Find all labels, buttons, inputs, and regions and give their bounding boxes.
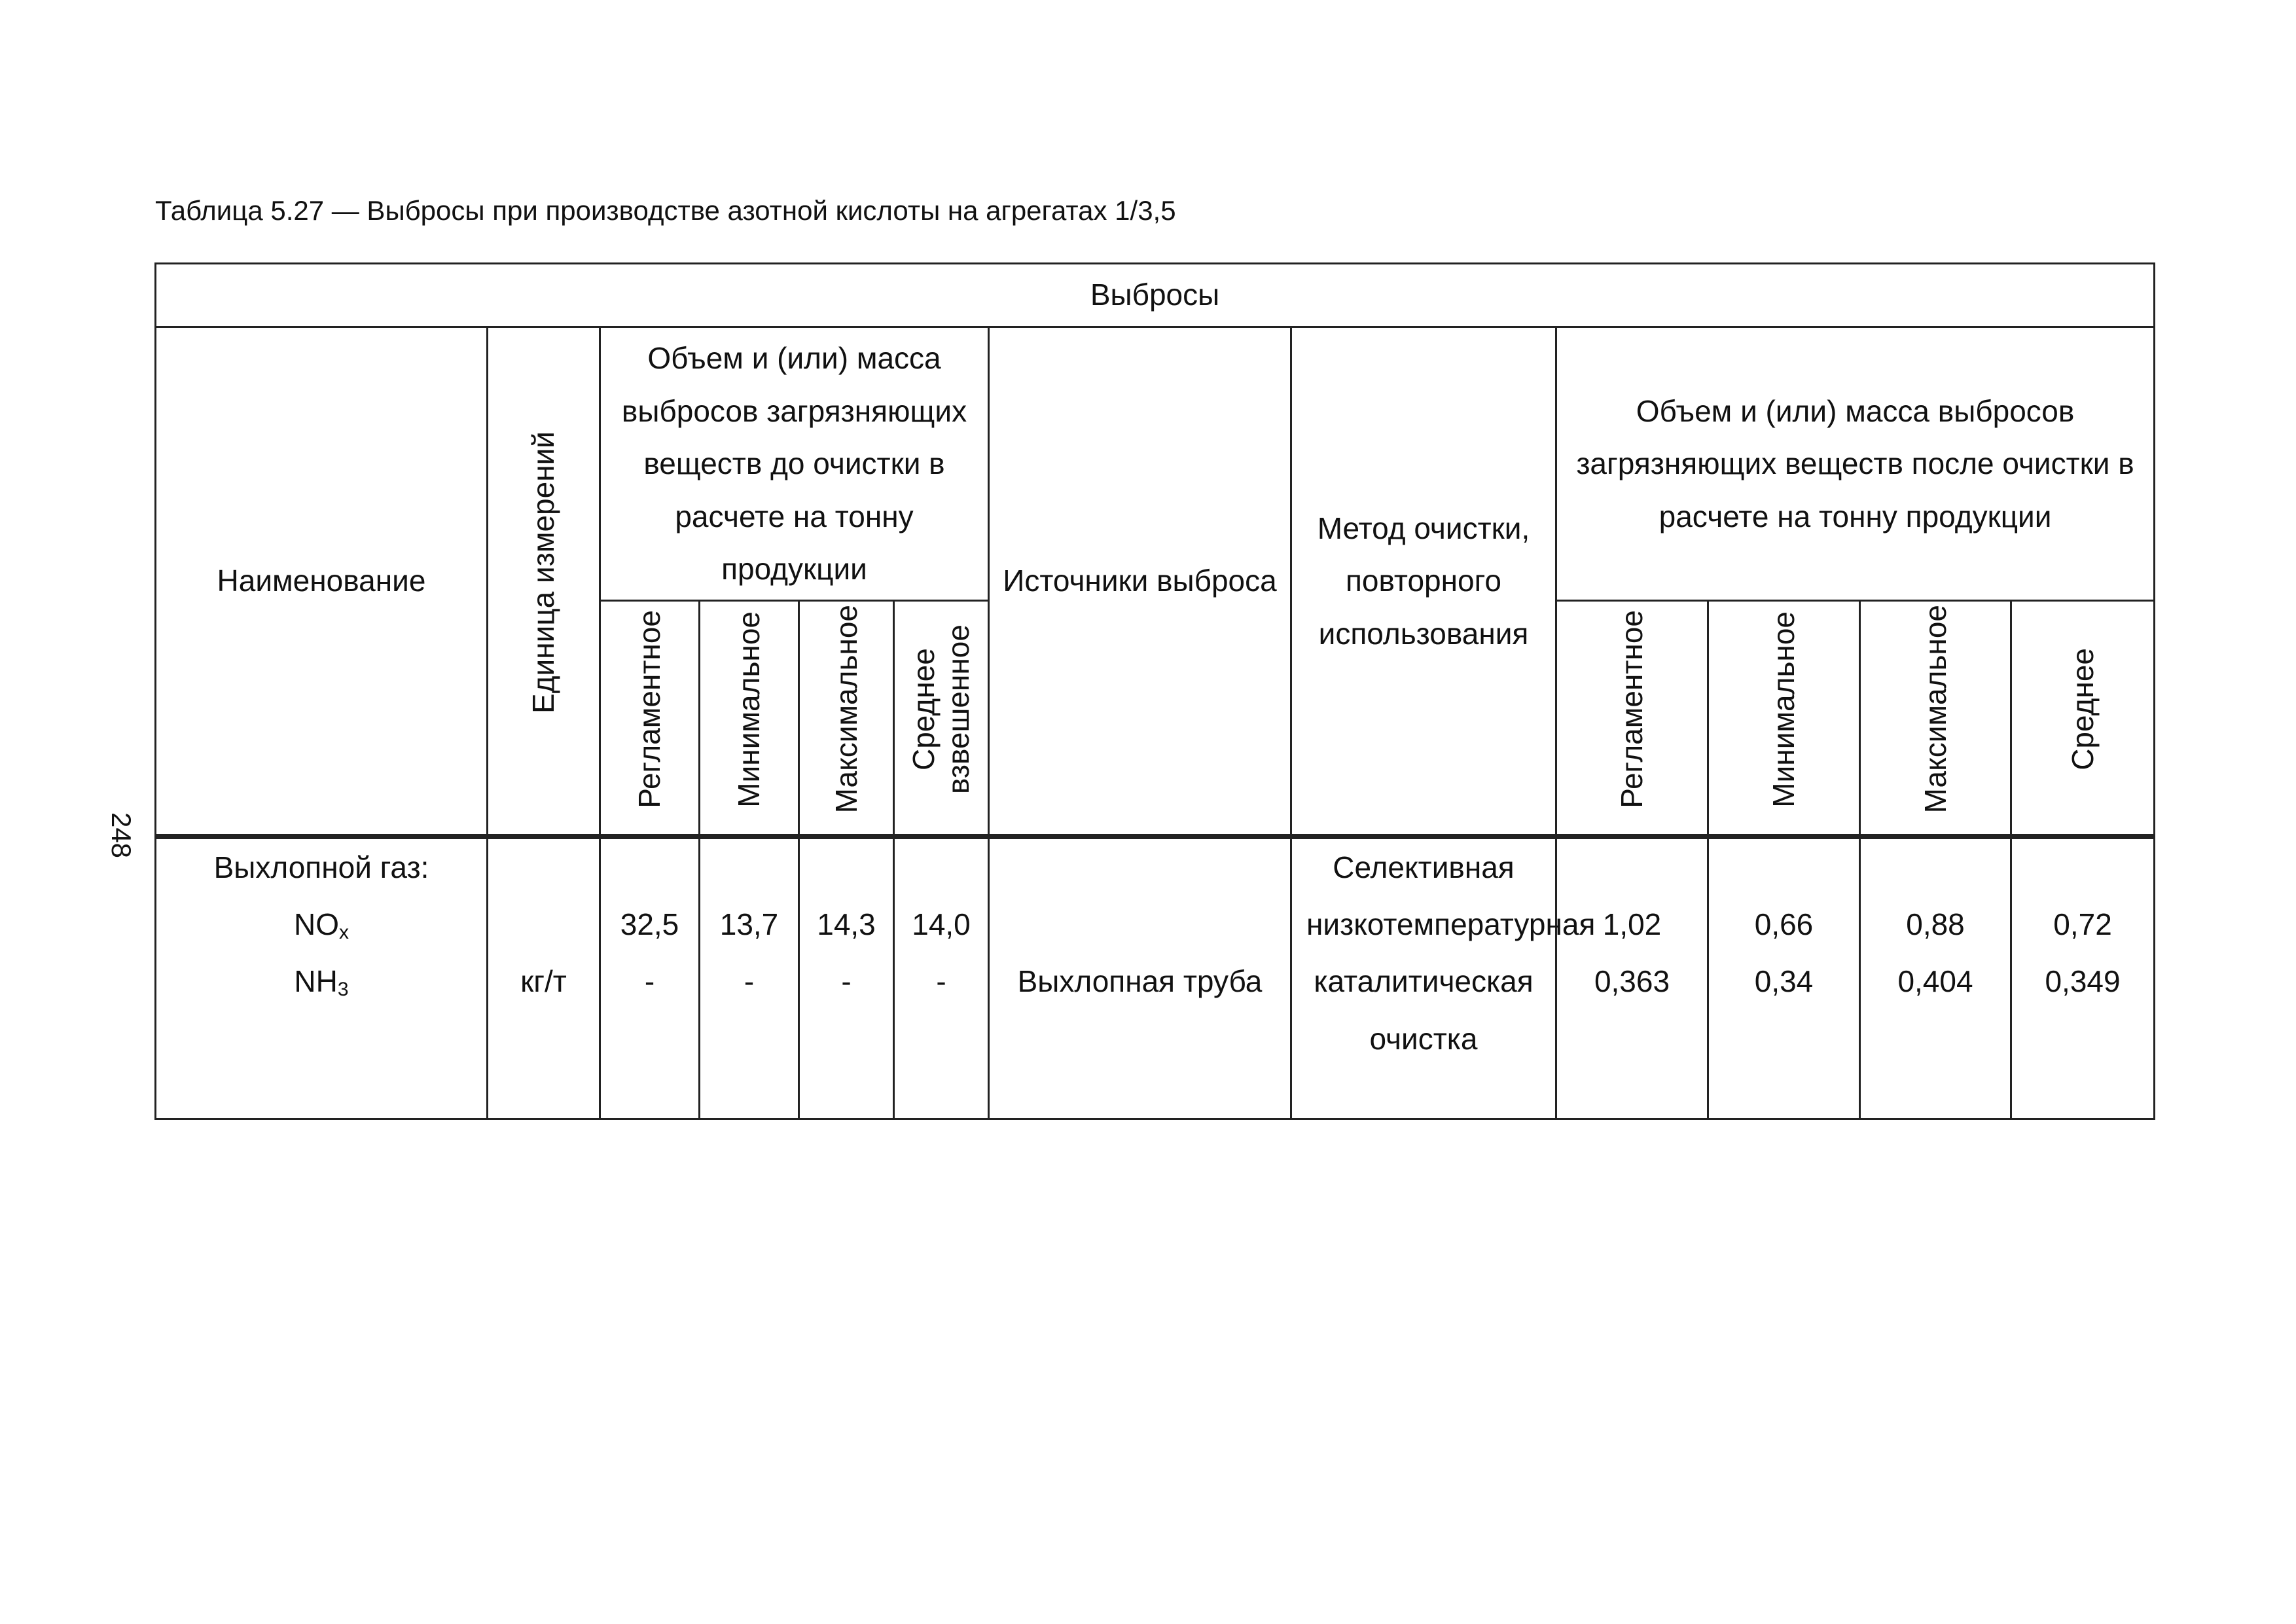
header-before-max-label: Максимальное [829, 605, 863, 814]
value-nox-before-min: 13,7 [719, 907, 779, 941]
value-nox-before-regulated: 32,5 [620, 907, 679, 941]
cell-before-max [799, 837, 894, 1119]
header-before-group: Объем и (или) масса выбросов загрязняющих веществ до очистки в расчете на тонну продукции [600, 327, 989, 601]
cell-source [989, 837, 1291, 1119]
cell-before-min [700, 837, 799, 1119]
value-nh3-after-avg: 0,349 [2045, 964, 2121, 999]
value-nox-before-avg: 14,0 [912, 907, 971, 941]
value-nh3-before-avg: - [936, 964, 946, 999]
emissions-table [154, 262, 2155, 1120]
header-source: Источники выброса [989, 327, 1291, 837]
header-before-min [700, 601, 799, 837]
value-nh3-after-min: 0,34 [1754, 964, 1814, 999]
header-after-min-label: Минимальное [1767, 611, 1801, 808]
header-before-regulated [600, 601, 700, 837]
header-after-avg-label: Среднее [2065, 648, 2100, 770]
page-number: 248 [106, 812, 137, 859]
substance-nh3: $NH_3$ [294, 964, 349, 1001]
value-nh3-before-max: - [841, 964, 852, 999]
source-value: Выхлопная труба [1017, 964, 1263, 999]
header-before-avg-label: Среднее взвешенное [906, 624, 975, 795]
header-before-regulated-label: Регламентное [632, 610, 667, 808]
value-nh3-before-regulated: - [644, 964, 655, 999]
cell-unit [488, 837, 600, 1119]
cell-after-max [1860, 837, 2011, 1119]
header-after-group: Объем и (или) масса выбросов загрязняющих веществ после очистки в расчете на тонну продукции [1556, 327, 2155, 601]
header-before-min-label: Минимальное [732, 611, 766, 808]
header-unit-label: Единица измерений [526, 431, 561, 714]
header-after-min [1708, 601, 1860, 837]
cell-after-regulated [1556, 837, 1708, 1119]
header-unit [488, 327, 600, 837]
cell-before-regulated [600, 837, 700, 1119]
value-nox-before-max: 14,3 [817, 907, 876, 941]
value-nh3-after-max: 0,404 [1897, 964, 1973, 999]
header-emissions: Выбросы [156, 264, 2155, 327]
header-after-max [1860, 601, 2011, 837]
value-nox-after-min: 0,66 [1754, 907, 1814, 941]
substance-nox: $NO_x$ [294, 907, 349, 943]
value-nox-after-max: 0,88 [1906, 907, 1965, 941]
cell-before-avg [894, 837, 989, 1119]
table-row [156, 837, 2155, 1119]
header-before-avg [894, 601, 989, 837]
header-after-max-label: Максимальное [1918, 605, 1952, 814]
unit-value: кг/т [520, 964, 567, 999]
cell-method: Селективная низкотемпературная каталитическая очистка [1291, 837, 1556, 1119]
value-nh3-before-min: - [744, 964, 755, 999]
cell-after-min [1708, 837, 1860, 1119]
table-caption: Таблица 5.27 — Выбросы при производстве азотной кислоты на агрегатах 1/3,5 [155, 195, 1176, 226]
header-after-regulated [1556, 601, 1708, 837]
header-after-regulated-label: Регламентное [1615, 610, 1649, 808]
value-nox-after-regulated: 1,02 [1602, 907, 1662, 941]
header-after-avg [2011, 601, 2155, 837]
value-nh3-after-regulated: 0,363 [1594, 964, 1670, 999]
cell-after-avg [2011, 837, 2155, 1119]
header-before-max [799, 601, 894, 837]
value-nox-after-avg: 0,72 [2053, 907, 2112, 941]
cell-name [156, 837, 488, 1119]
header-method: Метод очистки, повторного использования [1291, 327, 1556, 837]
group-label: Выхлопной газ: [213, 850, 429, 884]
header-name: Наименование [156, 327, 488, 837]
